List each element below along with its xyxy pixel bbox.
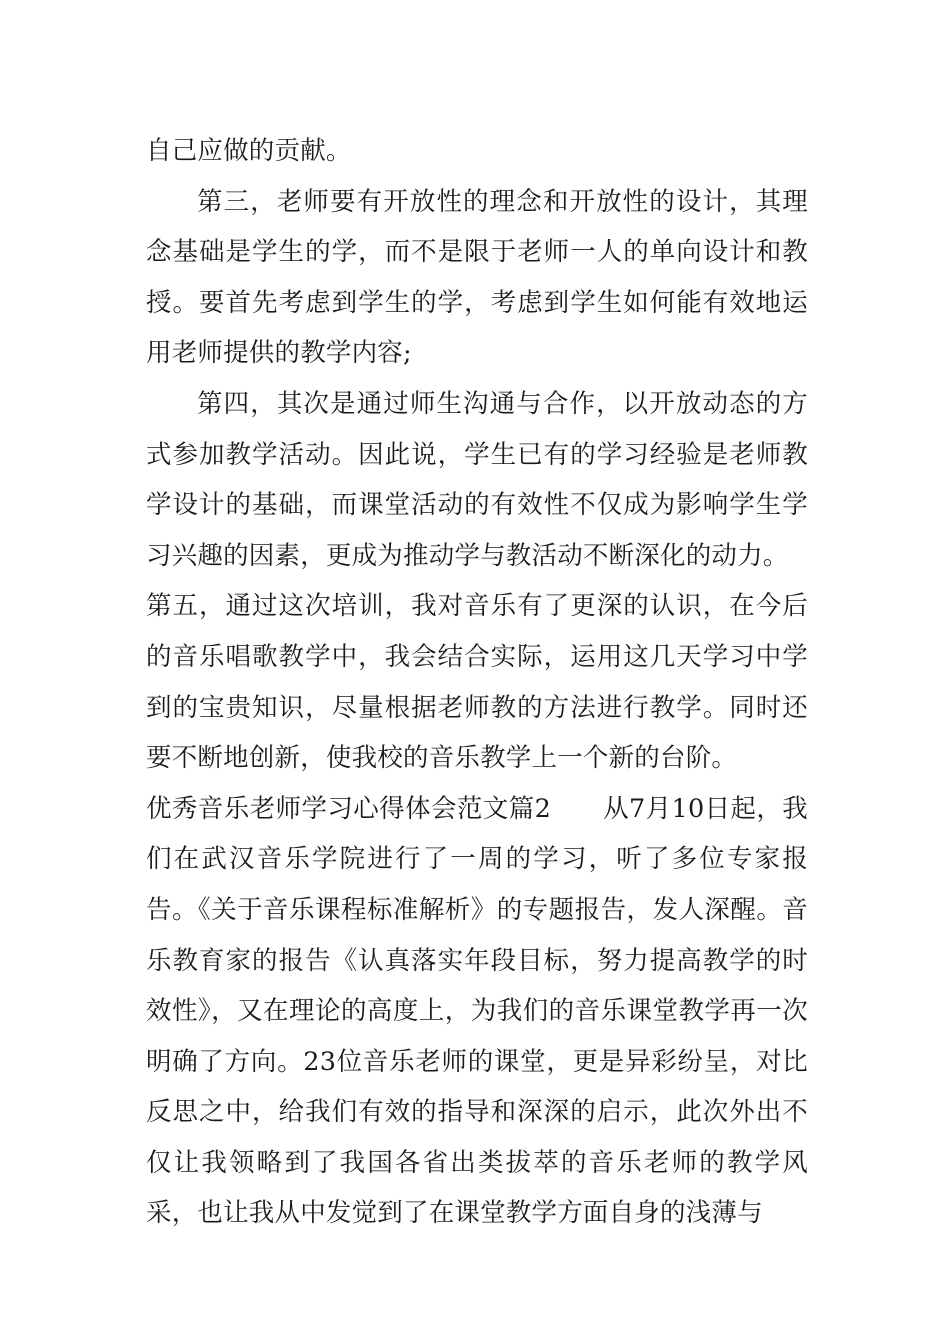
document-body <box>146 126 808 1239</box>
paragraph-point-three: 第三，老师要有开放性的理念和开放性的设计，其理念基础是学生的学，而不是限于老师一人的单向设计和教授。要首先考虑到学生的学，考虑到学生如何能有效地运用老师提供的教学内容; <box>146 186 808 369</box>
paragraph-closing-line: 自己应做的贡献。 <box>146 136 352 166</box>
paragraph-point-four: 第四，其次是通过师生沟通与合作，以开放动态的方式参加教学活动。因此说，学生已有的学习经验是老师教学设计的基础，而课堂活动的有效性不仅成为影响学生学习兴趣的因素，更成为推动学与教活动不断深化的动力。 <box>146 388 808 571</box>
paragraph-point-five: 第五，通过这次培训，我对音乐有了更深的认识，在今后的音乐唱歌教学中，我会结合实际，运用这几天学习中学到的宝贵知识，尽量根据老师教的方法进行教学。同时还要不断地创新，使我校的音乐教学上一个新的台阶。 <box>146 591 808 774</box>
paragraph-article-two: 优秀音乐老师学习心得体会范文篇2 从7月10日起，我们在武汉音乐学院进行了一周的学习，听了多位专家报告。《关于音乐课程标准解析》的专题报告，发人深醒。音乐教育家的报告《认真落实年段目标，努力提高教学的时效性》，又在理论的高度上，为我们的音乐课堂教学再一次明确了方向。23位音乐老师的课堂，更是异彩纷呈，对比反思之中，给我们有效的指导和深深的启示，此次外出不仅让我领略到了我国各省出类拔萃的音乐老师的教学风采，也让我从中发觉到了在课堂教学方面自身的浅薄与 <box>146 793 808 1229</box>
